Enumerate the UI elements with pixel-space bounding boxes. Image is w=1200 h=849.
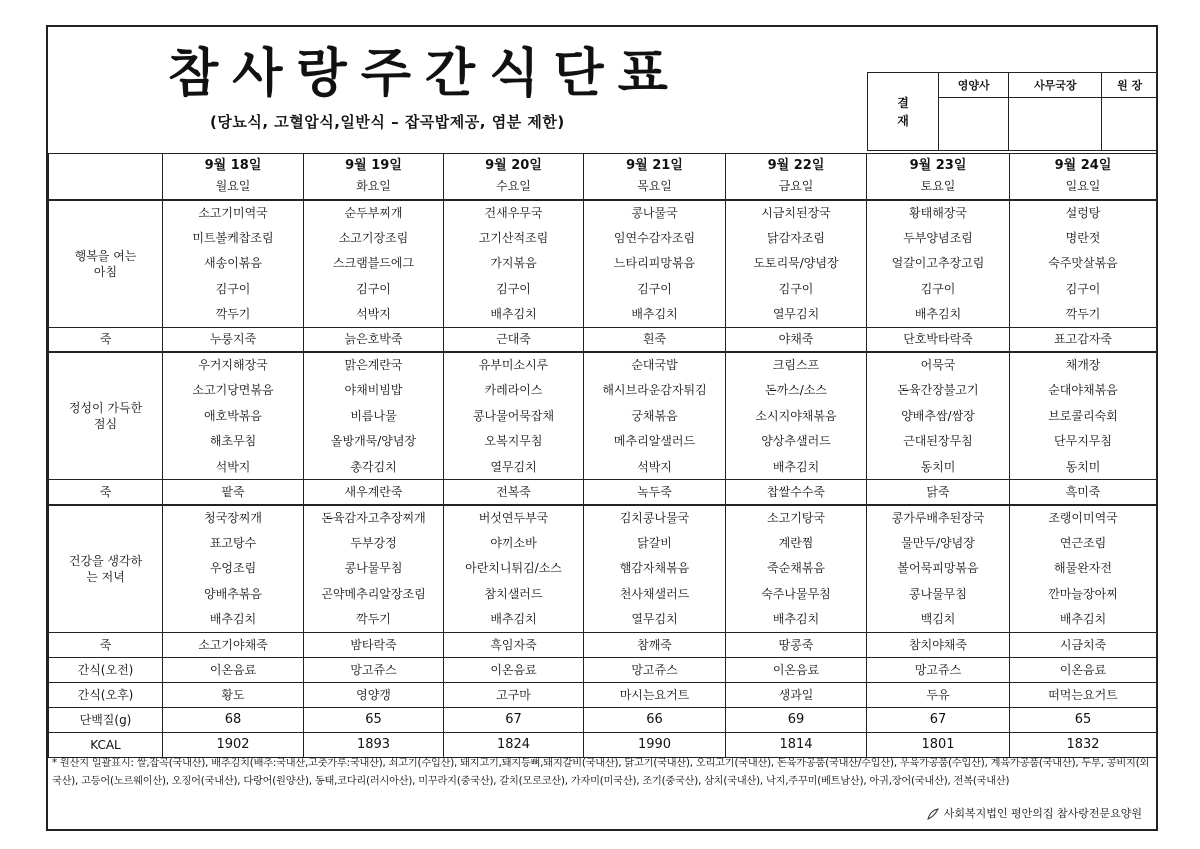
protein-item: 65 [1010, 707, 1157, 732]
approval-box [867, 72, 1158, 151]
breakfast-item: 열무김치 [726, 302, 867, 328]
lunch-item: 순대국밥 [584, 352, 726, 378]
day-of-week: 화요일 [356, 179, 391, 194]
breakfast-item: 고기산적조림 [444, 225, 584, 251]
breakfast-item: 소고기장조림 [304, 225, 444, 251]
porridge-dinner-label: 죽 [49, 632, 163, 657]
approval-role-director: 사무국장 [1009, 73, 1102, 98]
day-date: 9월 23일 [909, 158, 967, 174]
breakfast-item: 김구이 [444, 276, 584, 302]
snack-pm-item: 영양갱 [304, 682, 444, 707]
header [48, 27, 1156, 153]
lunch-item: 단무지무침 [1010, 429, 1157, 455]
day-date: 9월 22일 [767, 158, 825, 174]
lunch-item: 돈까스/소스 [726, 378, 867, 404]
lunch-item: 동치미 [867, 454, 1010, 480]
porridge-lunch-label: 죽 [49, 480, 163, 505]
footer-org [926, 805, 1142, 821]
dinner-item: 조랭이미역국 [1010, 505, 1157, 531]
porridge-breakfast-item: 누룽지죽 [163, 327, 304, 352]
lunch-item: 양상추샐러드 [726, 429, 867, 455]
snack-pm-label: 간식(오후) [49, 682, 163, 707]
lunch-item: 유부미소시루 [444, 352, 584, 378]
day-of-week: 수요일 [496, 179, 531, 194]
dinner-item: 깐마늘장아찌 [1010, 581, 1157, 607]
snack-am-item: 망고쥬스 [867, 657, 1010, 682]
breakfast-item: 설렁탕 [1010, 200, 1157, 226]
dinner-item: 아란치니튀김/소스 [444, 556, 584, 582]
lunch-item: 근대된장무침 [867, 429, 1010, 455]
dinner-item: 볼어묵피망볶음 [867, 556, 1010, 582]
lunch-item: 소시지야채볶음 [726, 403, 867, 429]
dinner-item: 깍두기 [304, 607, 444, 633]
porridge-breakfast-item: 단호박타락죽 [867, 327, 1010, 352]
porridge-lunch-item: 흑미죽 [1010, 480, 1157, 505]
dinner-item: 양배추볶음 [163, 581, 304, 607]
porridge-breakfast-item: 근대죽 [444, 327, 584, 352]
snack-am-item: 이온음료 [444, 657, 584, 682]
snack-am-item: 이온음료 [1010, 657, 1157, 682]
approval-role-head: 원 장 [1102, 73, 1158, 98]
dinner-item: 열무김치 [584, 607, 726, 633]
day-of-week: 월요일 [215, 179, 251, 194]
breakfast-item: 도토리묵/양념장 [726, 251, 867, 277]
dinner-item: 백김치 [867, 607, 1010, 633]
snack-pm-item: 마시는요거트 [584, 682, 726, 707]
dinner-item: 배추김치 [1010, 607, 1157, 633]
leaf-logo-icon [926, 808, 940, 820]
protein-label: 단백질(g) [49, 707, 163, 732]
porridge-lunch-item: 새우계란죽 [304, 480, 444, 505]
dinner-item: 곤약메추리알장조림 [304, 581, 444, 607]
lunch-item: 석박지 [163, 454, 304, 480]
breakfast-item: 미트볼케찹조림 [163, 225, 304, 251]
snack-am-item: 이온음료 [163, 657, 304, 682]
breakfast-item: 김구이 [584, 276, 726, 302]
snack-pm-item: 떠먹는요거트 [1010, 682, 1157, 707]
dinner-label: 건강을 생각하 는 저녁 [49, 505, 163, 633]
protein-item: 69 [726, 707, 867, 732]
kcal-item: 1824 [444, 732, 584, 757]
dinner-item: 우엉조림 [163, 556, 304, 582]
approval-sign-head [1102, 98, 1158, 151]
dinner-item: 배추김치 [726, 607, 867, 633]
day-of-week: 금요일 [778, 179, 814, 194]
kcal-item: 1832 [1010, 732, 1157, 757]
kcal-label: KCAL [49, 732, 163, 757]
porridge-lunch-item: 전복죽 [444, 480, 584, 505]
lunch-item: 메추리알샐러드 [584, 429, 726, 455]
lunch-item: 배추김치 [726, 454, 867, 480]
dinner-item: 물만두/양념장 [867, 530, 1010, 556]
day-header [304, 154, 444, 200]
approval-sign-director [1009, 98, 1102, 151]
dinner-item: 배추김치 [444, 607, 584, 633]
dinner-item: 버섯연두부국 [444, 505, 584, 531]
dinner-item: 돈육감자고추장찌개 [304, 505, 444, 531]
breakfast-item: 콩나물국 [584, 200, 726, 226]
day-date: 9월 21일 [626, 158, 683, 174]
day-date: 9월 19일 [345, 158, 402, 174]
dinner-item: 콩가루배추된장국 [867, 505, 1010, 531]
dinner-item: 계란찜 [726, 530, 867, 556]
breakfast-item: 소고기미역국 [163, 200, 304, 226]
porridge-breakfast-item: 표고감자죽 [1010, 327, 1157, 352]
footer-org-name: 사회복지법인 평안의집 참사랑전문요양원 [943, 807, 1142, 820]
kcal-item: 1801 [867, 732, 1010, 757]
lunch-item: 어묵국 [867, 352, 1010, 378]
porridge-breakfast-label: 죽 [49, 327, 163, 352]
lunch-item: 양배추쌈/쌈장 [867, 403, 1010, 429]
dinner-item: 표고탕수 [163, 530, 304, 556]
day-date: 9월 24일 [1054, 158, 1112, 174]
dinner-item: 햄감자채볶음 [584, 556, 726, 582]
page-title: 참사랑주간식단표 [168, 44, 682, 104]
breakfast-item: 얼갈이고추장고림 [867, 251, 1010, 277]
approval-sign-dietitian [939, 98, 1009, 151]
breakfast-item: 깍두기 [163, 302, 304, 328]
kcal-item: 1990 [584, 732, 726, 757]
porridge-dinner-item: 참깨죽 [584, 632, 726, 657]
dinner-item: 참치샐러드 [444, 581, 584, 607]
breakfast-item: 깍두기 [1010, 302, 1157, 328]
lunch-item: 해시브라운감자튀김 [584, 378, 726, 404]
lunch-item: 궁채볶음 [584, 403, 726, 429]
lunch-item: 해초무침 [163, 429, 304, 455]
approval-label [868, 73, 939, 151]
breakfast-item: 배추김치 [584, 302, 726, 328]
breakfast-item: 두부양념조림 [867, 225, 1010, 251]
lunch-item: 순대야채볶음 [1010, 378, 1157, 404]
lunch-item: 야채비빔밥 [304, 378, 444, 404]
lunch-item: 크림스프 [726, 352, 867, 378]
protein-item: 67 [867, 707, 1010, 732]
lunch-item: 소고기당면볶음 [163, 378, 304, 404]
lunch-label: 정성이 가득한 점심 [49, 352, 163, 480]
porridge-dinner-item: 참치야채죽 [867, 632, 1010, 657]
breakfast-item: 김구이 [726, 276, 867, 302]
lunch-item: 브로콜리숙회 [1010, 403, 1157, 429]
page-subtitle: (당뇨식, 고혈압식,일반식 – 잡곡밥제공, 염분 제한) [210, 113, 565, 131]
kcal-item: 1893 [304, 732, 444, 757]
breakfast-item: 황태해장국 [867, 200, 1010, 226]
breakfast-item: 김구이 [304, 276, 444, 302]
dinner-item: 천사채샐러드 [584, 581, 726, 607]
lunch-item: 애호박볶음 [163, 403, 304, 429]
porridge-lunch-item: 닭죽 [867, 480, 1010, 505]
snack-am-label: 간식(오전) [49, 657, 163, 682]
breakfast-item: 순두부찌개 [304, 200, 444, 226]
breakfast-item: 새송이볶음 [163, 251, 304, 277]
porridge-breakfast-item: 늙은호박죽 [304, 327, 444, 352]
dinner-item: 연근조림 [1010, 530, 1157, 556]
dinner-item: 소고기탕국 [726, 505, 867, 531]
day-of-week: 일요일 [1065, 179, 1101, 194]
snack-pm-item: 고구마 [444, 682, 584, 707]
breakfast-item: 배추김치 [867, 302, 1010, 328]
porridge-dinner-item: 시금치죽 [1010, 632, 1157, 657]
breakfast-item: 김구이 [1010, 276, 1157, 302]
porridge-dinner-item: 흑임자죽 [444, 632, 584, 657]
porridge-lunch-item: 팥죽 [163, 480, 304, 505]
porridge-lunch-item: 찹쌀수수죽 [726, 480, 867, 505]
breakfast-item: 명란젓 [1010, 225, 1157, 251]
day-header [1010, 154, 1157, 200]
lunch-item: 총각김치 [304, 454, 444, 480]
lunch-item: 카레라이스 [444, 378, 584, 404]
porridge-dinner-item: 소고기야채죽 [163, 632, 304, 657]
breakfast-item: 느타리피망볶음 [584, 251, 726, 277]
snack-am-item: 망고쥬스 [584, 657, 726, 682]
lunch-item: 우거지해장국 [163, 352, 304, 378]
porridge-lunch-item: 녹두죽 [584, 480, 726, 505]
lunch-item: 채개장 [1010, 352, 1157, 378]
breakfast-item: 가지볶음 [444, 251, 584, 277]
breakfast-item: 숙주맛살볶음 [1010, 251, 1157, 277]
breakfast-label: 행복을 여는 아침 [49, 200, 163, 328]
day-of-week: 토요일 [920, 179, 956, 194]
lunch-item: 콩나물어묵잡채 [444, 403, 584, 429]
dinner-item: 두부강정 [304, 530, 444, 556]
snack-am-item: 망고쥬스 [304, 657, 444, 682]
protein-item: 67 [444, 707, 584, 732]
dinner-item: 김치콩나물국 [584, 505, 726, 531]
day-header [163, 154, 304, 200]
day-header [444, 154, 584, 200]
breakfast-item: 닭감자조림 [726, 225, 867, 251]
lunch-item: 열무김치 [444, 454, 584, 480]
breakfast-item: 김구이 [163, 276, 304, 302]
day-header [726, 154, 867, 200]
lunch-item: 맑은계란국 [304, 352, 444, 378]
kcal-item: 1902 [163, 732, 304, 757]
porridge-dinner-item: 땅콩죽 [726, 632, 867, 657]
snack-pm-item: 황도 [163, 682, 304, 707]
weekly-menu-table [48, 153, 1157, 758]
dinner-item: 야끼소바 [444, 530, 584, 556]
snack-pm-item: 두유 [867, 682, 1010, 707]
porridge-breakfast-item: 야채죽 [726, 327, 867, 352]
protein-item: 65 [304, 707, 444, 732]
breakfast-item: 김구이 [867, 276, 1010, 302]
breakfast-item: 임연수감자조림 [584, 225, 726, 251]
porridge-dinner-item: 밤타락죽 [304, 632, 444, 657]
breakfast-item: 시금치된장국 [726, 200, 867, 226]
day-header [867, 154, 1010, 200]
dinner-item: 콩나물무침 [304, 556, 444, 582]
lunch-item: 돈육간장불고기 [867, 378, 1010, 404]
dinner-item: 콩나물무침 [867, 581, 1010, 607]
breakfast-item: 스크램블드에그 [304, 251, 444, 277]
dinner-item: 숙주나물무침 [726, 581, 867, 607]
breakfast-item: 석박지 [304, 302, 444, 328]
breakfast-item: 건새우무국 [444, 200, 584, 226]
dinner-item: 죽순채볶음 [726, 556, 867, 582]
dinner-item: 청국장찌개 [163, 505, 304, 531]
dinner-item: 배추김치 [163, 607, 304, 633]
porridge-breakfast-item: 흰죽 [584, 327, 726, 352]
protein-item: 66 [584, 707, 726, 732]
snack-am-item: 이온음료 [726, 657, 867, 682]
lunch-item: 석박지 [584, 454, 726, 480]
snack-pm-item: 생과일 [726, 682, 867, 707]
day-date: 9월 20일 [485, 158, 542, 174]
menu-sheet [46, 25, 1158, 831]
origin-note: * 원산지 일괄표시: 쌀,잡곡(국내산), 배추김치(배추:국내산,고춧가루:국내산), 쇠고기(수입산), 돼지고기,돼지등뼈,돼지갈비(국내산), 닭고기(국내산), 오리고기(국내산), 돈육가공품(국내산/수입산), 우육가공품(수입산), 계육가공품(국내산), 두부, 콩비지(외국산), 고등어(노르웨이산), 오징어(국내산), 다랑어(원양산), 동태,코다리(러시아산), 미꾸라지(중국산), 갈치(모로코산), 가자미(미국산), 조기(중국산), 삼치(국내산), 낙지,주꾸미(베트남산), 아귀,장어(국내산), 전복(국내산) [52, 758, 1150, 787]
dinner-item: 해물완자전 [1010, 556, 1157, 582]
day-date: 9월 18일 [204, 158, 262, 174]
corner-cell [49, 154, 163, 200]
lunch-item: 오복지무침 [444, 429, 584, 455]
dinner-item: 닭갈비 [584, 530, 726, 556]
lunch-item: 비름나물 [304, 403, 444, 429]
day-header [584, 154, 726, 200]
approval-role-dietitian: 영양사 [939, 73, 1009, 98]
day-of-week: 목요일 [637, 179, 672, 194]
lunch-item: 올방개묵/양념장 [304, 429, 444, 455]
lunch-item: 동치미 [1010, 454, 1157, 480]
breakfast-item: 배추김치 [444, 302, 584, 328]
protein-item: 68 [163, 707, 304, 732]
kcal-item: 1814 [726, 732, 867, 757]
approval-label-text: 결 재 [897, 95, 909, 128]
